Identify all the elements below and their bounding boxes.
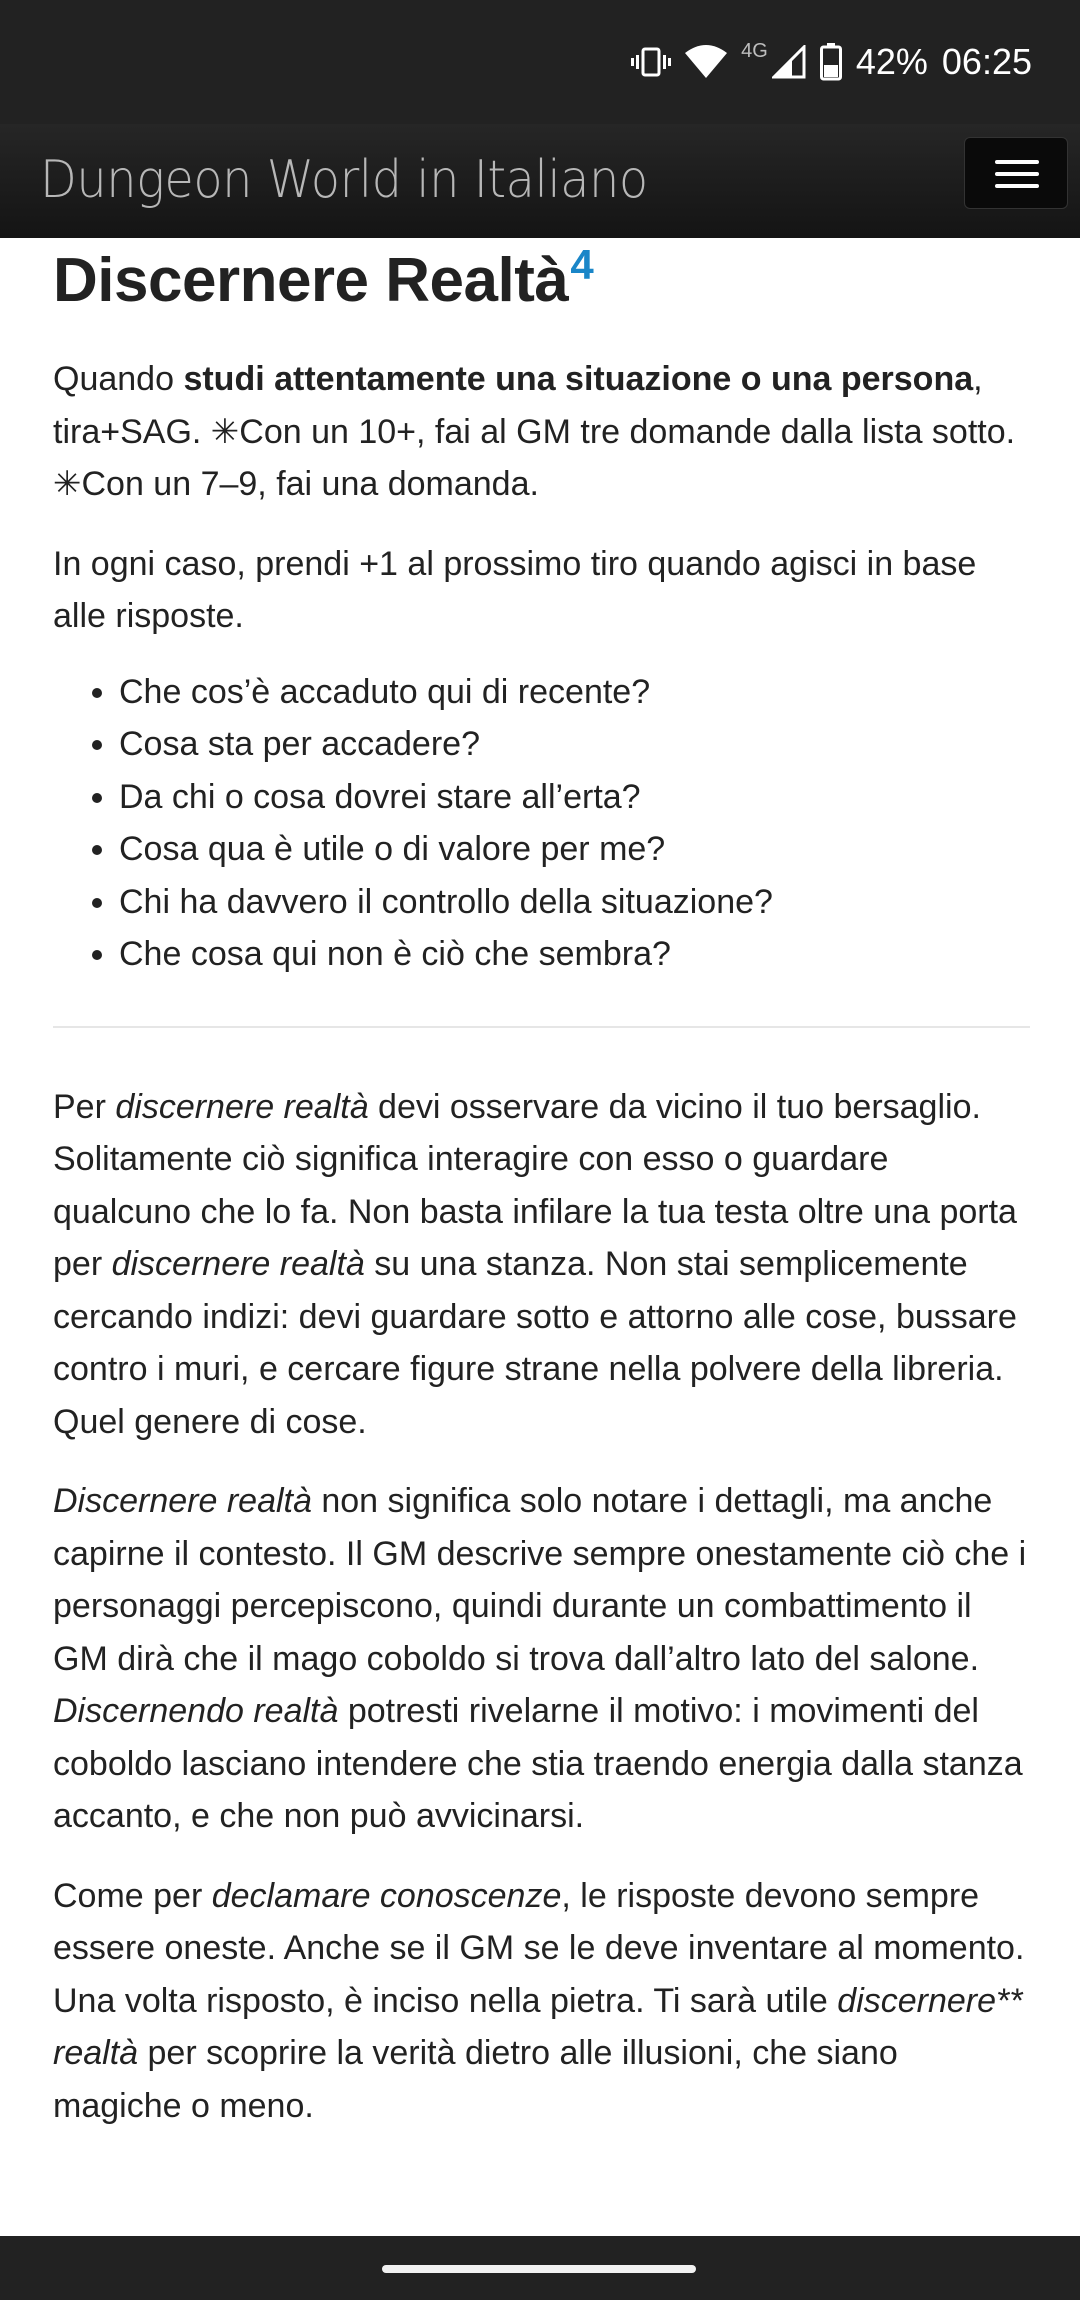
move-title-text: Discernere Realtà — [53, 246, 569, 315]
text-span: per scoprire la verità dietro alle illusioni, che siano magiche o meno. — [53, 2034, 898, 2125]
explanation-paragraph-2 — [53, 1475, 1030, 1843]
text-span: su una stanza. Non stai semplicemente cercando indizi: devi guardare sotto e attorno alle cose, bussare contro i muri, e cercare figure strane nella polvere della libreria. Quel genere di cose. — [53, 1245, 1017, 1441]
move-name-italic: discernere realtà — [115, 1087, 369, 1126]
trigger-results: , tira+SAG. ✳Con un 10+, fai al GM tre domande dalla lista sotto. ✳Con un 7–9, fai una domanda. — [53, 360, 1016, 503]
move-name-italic: discernere realtà — [111, 1245, 365, 1283]
explanation-paragraph-1 — [53, 1081, 1030, 1449]
battery-icon — [820, 43, 842, 81]
list-item: • Cosa sta per accadere? — [119, 718, 1030, 771]
text-span: Come per — [53, 1876, 212, 1915]
list-item: • Che cosa qui non è ciò che sembra? — [119, 928, 1030, 981]
signal-icon — [772, 45, 806, 79]
system-nav-bar — [0, 2236, 1080, 2300]
text-span: non significa solo notare i dettagli, ma anche capirne il contesto. Il GM descrive sempre onestamente ciò che i personaggi percepiscono, quindi durante un combattimento il GM dirà che il mago coboldo si trova dall’altro lato del salone. — [53, 1482, 1027, 1678]
explanation-paragraph-3 — [53, 1870, 1030, 2133]
menu-toggle-button[interactable] — [964, 137, 1068, 209]
footnote-link[interactable]: 4 — [570, 241, 594, 288]
section-divider — [53, 1026, 1030, 1028]
move-trigger — [53, 353, 1030, 511]
move-name-italic: Discernendo realtà — [53, 1692, 339, 1730]
text-span: , le risposte devono sempre essere oneste. Anche se il GM se le deve inventare al momento. Una volta risposto, è inciso nella pietra. Ti sarà utile — [53, 1876, 1025, 2020]
text-span: potresti rivelarne il motivo: i movimenti del coboldo lasciano intendere che stia traendo energia dalla stanza accanto, e che non può avvicinarsi. — [53, 1692, 1023, 1835]
vibrate-icon — [631, 47, 671, 77]
clock: 06:25 — [941, 41, 1032, 82]
home-gesture-handle[interactable] — [382, 2265, 696, 2273]
list-item: • Che cos’è accaduto qui di recente? — [119, 666, 1030, 719]
network-type-label: 4G — [741, 39, 768, 62]
text-span: Per — [53, 1087, 116, 1126]
trigger-bold: studi attentamente una situazione o una persona — [183, 360, 974, 398]
list-item: • Chi ha davvero il controllo della situazione? — [119, 876, 1030, 929]
move-name-italic: declamare conoscenze — [211, 1876, 562, 1915]
list-item: • Cosa qua è utile o di valore per me? — [119, 823, 1030, 876]
list-item: • Da chi o cosa dovrei stare all’erta? — [119, 771, 1030, 824]
trigger-text: Quando — [53, 360, 184, 398]
text-span: devi osservare da vicino il tuo bersaglio. Solitamente ciò significa interagire con esso o guardare qualcuno che lo fa. Non basta infilare la tua testa oltre una porta per — [53, 1087, 1017, 1283]
battery-percent: 42% — [855, 41, 928, 82]
move-bonus: In ogni caso, prendi +1 al prossimo tiro quando agisci in base alle risposte. — [53, 544, 977, 635]
wifi-icon — [685, 45, 727, 79]
article-content — [53, 238, 1030, 2132]
site-navbar — [0, 124, 1080, 238]
status-bar — [0, 0, 1080, 124]
site-brand-link[interactable]: Dungeon World in Italiano — [40, 150, 648, 210]
question-list — [53, 666, 1030, 981]
status-icons — [631, 36, 1032, 88]
move-name-italic: discernere** realtà — [53, 1981, 1023, 2072]
move-name-italic: Discernere realtà — [53, 1482, 312, 1520]
move-title — [53, 242, 1030, 320]
